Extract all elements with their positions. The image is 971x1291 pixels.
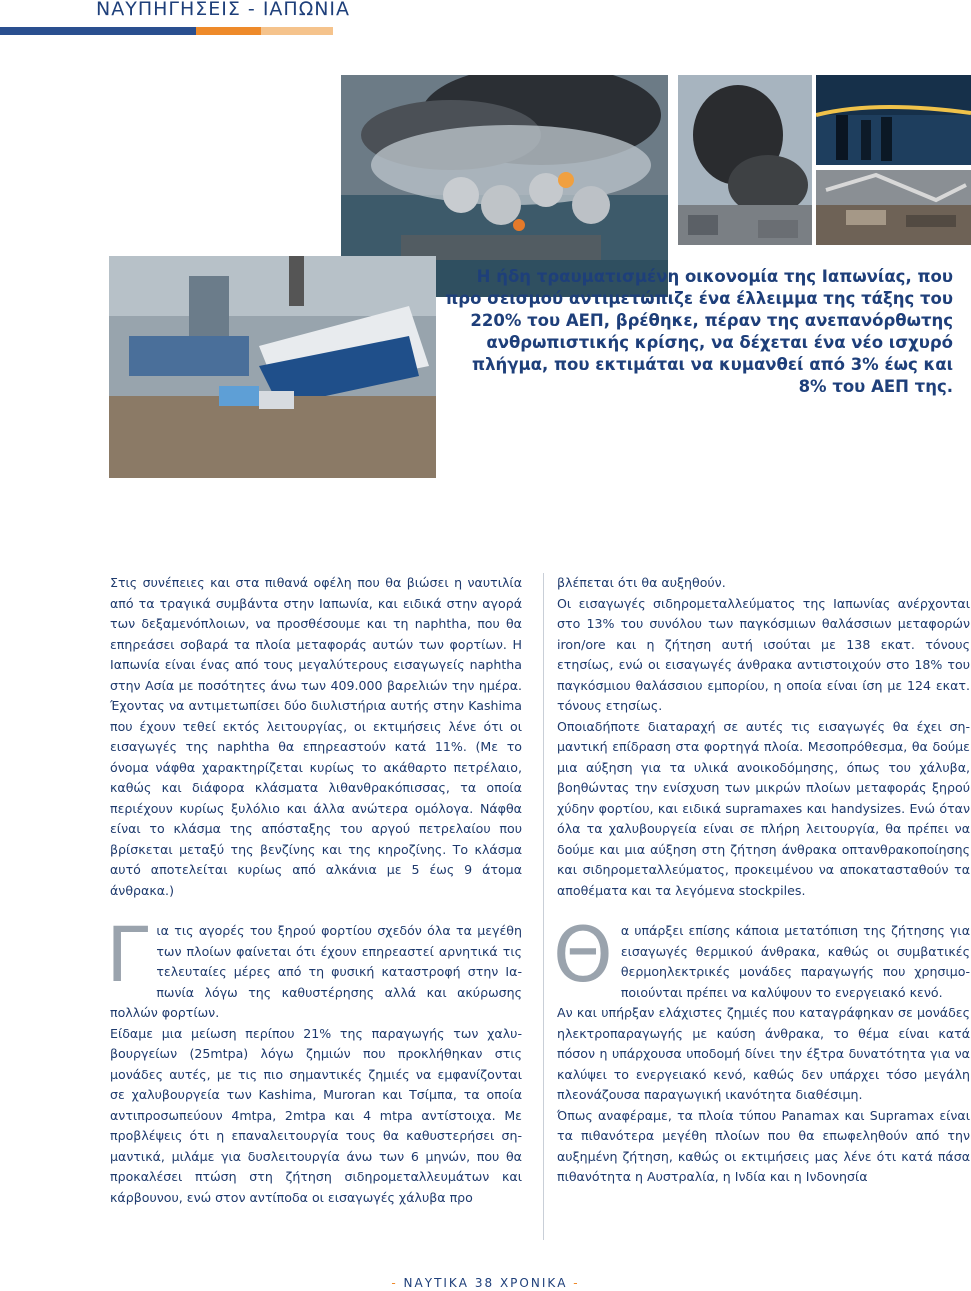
left-paragraph-dry-bulk xyxy=(106,910,522,1024)
page-number: 38 xyxy=(474,1276,495,1290)
left-paragraph-naphtha: Στις συνέπειες και στα πιθανά οφέλη που θα βιώσει η ναυτιλία από τα τραγικά συμβάντα στην Ιαπωνία, και ειδικά στην αγορά των δεξαμενόπλοιων, να προσθέσουμε και τη naphtha, που θα επηρεάσει σοβαρά τα πλοία μεταφοράς αυτών των φορτίων. Η Ιαπωνία είναι ένας από τους μεγαλύτερους εισαγωγείς naphtha στην Ασία με ποσότητες άνω των 409.000 βαρελιών την ημέρα. Έχοντας να αντιμετωπίσει δύο διυλιστήρια αυτής στην Kashima που έχουν τεθεί εκτός λειτουργίας, οι εκτιμήσεις λένε ότι οι εισαγωγές της naphtha θα επηρεαστούν κατά 11%. (Με το όνομα νάφθα χαρακτηρίζεται κυρίως το ακάθαρτο πετρέλαιο, καθώς και διάφορα κλάσματα λιθανθρακόπισσας, τα οποία περιέχουν κυρίως ξυλόλιο και άλλα ανώτερα ομόλογα. Νάφθα είναι το κλάσμα της απόσταξης του αργού πετρελαίου που βρίσκεται μεταξύ της βενζίνης και της κηροζίνης. Το κλάσμα αυτό αποτελείται κυρίως από αλκάνια με 5 έως 9 άτομα άνθρακα.) xyxy=(110,575,522,898)
section-title: ΝΑΥΠΗΓΗΣΕΙΣ - ΙΑΠΩΝΙΑ xyxy=(96,0,351,20)
right-paragraph-power-plants: Αν και υπήρξαν ελάχιστες ζημιές που καταγράφηκαν σε μονάδες ηλεκτροπαραγωγής με καύση άνθρακα, το θέμα είναι κατά πόσον η υπάρχουσα υποδομή δίνει την έξτρα δυνατότητα για να καλύψει το ενεργειακό κενό, καθώς δεν υπάρχει τόσο μεγάλη πλεονάζουσα παραγωγική ικανότητα διαθέσιμη. xyxy=(557,1005,970,1102)
right-paragraph-panamax: Όπως αναφέραμε, τα πλοία τύπου Panamax και Supramax είναι τα πιθανότερα μεγέθη πλοίων που θα επωφεληθούν από την αυξημένη ζήτηση, καθώς οι εκτιμήσεις μας λένε ότι κατά πάσα πιθανότητα η Αυστραλία, η Ινδία και η Ινδονησία xyxy=(557,1107,970,1184)
lead-paragraph: Η ήδη τραυματισμένη οικονομία της Ιαπωνίας, που προ σεισμού αντιμετώπιζε ένα έλλειμμα της τάξης του 220% του ΑΕΠ, βρέθηκε, πέραν της ανεπανόρθωτης ανθρωπιστικής κρίσης, να δέχεται ένα νέο ισχυρό πλήγμα, που εκτιμάται να κυμανθεί από 3% έως και 8% του ΑΕΠ της. xyxy=(445,267,953,396)
footer-dash-right: - xyxy=(573,1276,580,1290)
footer-dash-left: - xyxy=(391,1276,398,1290)
left-paragraph-steel: Είδαμε μια μείωση περίπου 21% της παραγωγής των χαλυβουργείων (25mtpa) λόγω ζημιών που προκλήθηκαν στις μονάδες αυτές, με τις πιο σημαντικές ζημιές να εμφανίζονται σε χαλυβουργεία των Kashima, Muroran και Τσίμπα, τα οποία αντιπροσωπεύουν 4mtpa, 2mtpa και 4 mtpa αντίστοιχα. Με προβλέψεις ότι η επαναλειτουργία τους θα καθυστερήσει σημαντικά, μιλάμε για δυσλειτουργία άνω των 6 μηνών, που θα προκαλέσει πτώση στη ζήτηση σιδηρομεταλλευμάτων και κάρβουνου, ενώ στον αντίποδα οι εισαγωγές χάλυβα προ xyxy=(110,1025,522,1205)
right-paragraph-continued: βλέπεται ότι θα αυξηθούν. xyxy=(557,575,726,590)
right-paragraph-disruption: Οποιαδήποτε διαταραχή σε αυτές τις εισαγωγές θα έχει σημαντική επίδραση στα φορτηγά πλοία. Μεσοπρόθεσμα, θα δούμε μια αύξηση για τα υλικά ανοικοδόμησης, όπως του χάλυβα, βοηθώντας την ενίσχυση των μικρών πλοίων μεταφοράς ξηρού χύδην φορτίου, και ειδικά supramaxes και handysizes. Ενώ όταν όλα τα χαλυβουργεία είναι σε πλήρη λειτουργία, θα πρέπει να δούμε και μια αύξηση στη ζήτηση άνθρακα οπτανθρακοποίησης και σιδηρομεταλλεύματος, προκειμένου να αποκατασταθούν τα αποθέματα και τα λεγόμενα stockpiles. xyxy=(557,718,970,898)
header-bar-light xyxy=(261,27,333,35)
header-bar-orange xyxy=(196,27,261,35)
photo-smoke-plume xyxy=(678,75,812,245)
photo-debris xyxy=(816,170,971,245)
dropcap-gamma: Γ xyxy=(106,910,149,999)
left-paragraph-dry-bulk-text: ια τις αγορές του ξηρού φορτίου σχεδόν όλα τα μεγέθη των πλοίων φαίνεται ότι έχουν επηρεαστεί αρνητικά τις τελευταίες μέρες από τη φυσική καταστροφή στην Ιαπωνία λόγω της καθυστέρησης αλλά και ακύρωσης πολλών φορτίων. xyxy=(110,923,522,1020)
footer-magazine-name-2: ΧΡΟΝΙΚΑ xyxy=(499,1276,568,1290)
page-footer xyxy=(0,1276,971,1290)
header-bar-blue xyxy=(0,27,196,35)
right-paragraph-thermal-coal xyxy=(553,910,970,1003)
photo-ships-flood xyxy=(109,256,436,478)
photo-people-waterfront xyxy=(816,75,971,165)
header-color-bar xyxy=(0,27,333,35)
right-paragraph-thermal-coal-text: α υπάρξει επίσης κάποια μετατόπιση της ζήτησης για εισαγωγές θερμικού άνθρακα, καθώς οι συμβατικές θερμοηλεκτρικές μονάδες παραγωγής που χρησιμοποιούνται πρέπει να καλύψουν το ενεργειακό κενό. xyxy=(620,923,970,1000)
right-paragraph-iron-ore: Οι εισαγωγές σιδηρομεταλλεύματος της Ιαπωνίας ανέρχονται στο 13% του συνόλου των παγκόσμιων θαλάσσιων μεταφορών iron/ore και η ζήτηση αυτή ισούται με 138 εκατ. τόνους ετησίως, ενώ οι εισαγωγές άνθρακα αντιστοιχούν στο 18% του παγκόσμιου θαλάσσιου εμπορίου, η οποία είναι ίση με 124 εκατ. τόνους ετησίως. xyxy=(557,595,970,713)
left-column xyxy=(106,573,522,1208)
right-column xyxy=(553,573,970,1188)
footer-magazine-name-1: ΝΑΥΤΙΚΑ xyxy=(403,1276,470,1290)
column-divider xyxy=(543,573,544,1240)
dropcap-theta: Θ xyxy=(553,910,613,999)
